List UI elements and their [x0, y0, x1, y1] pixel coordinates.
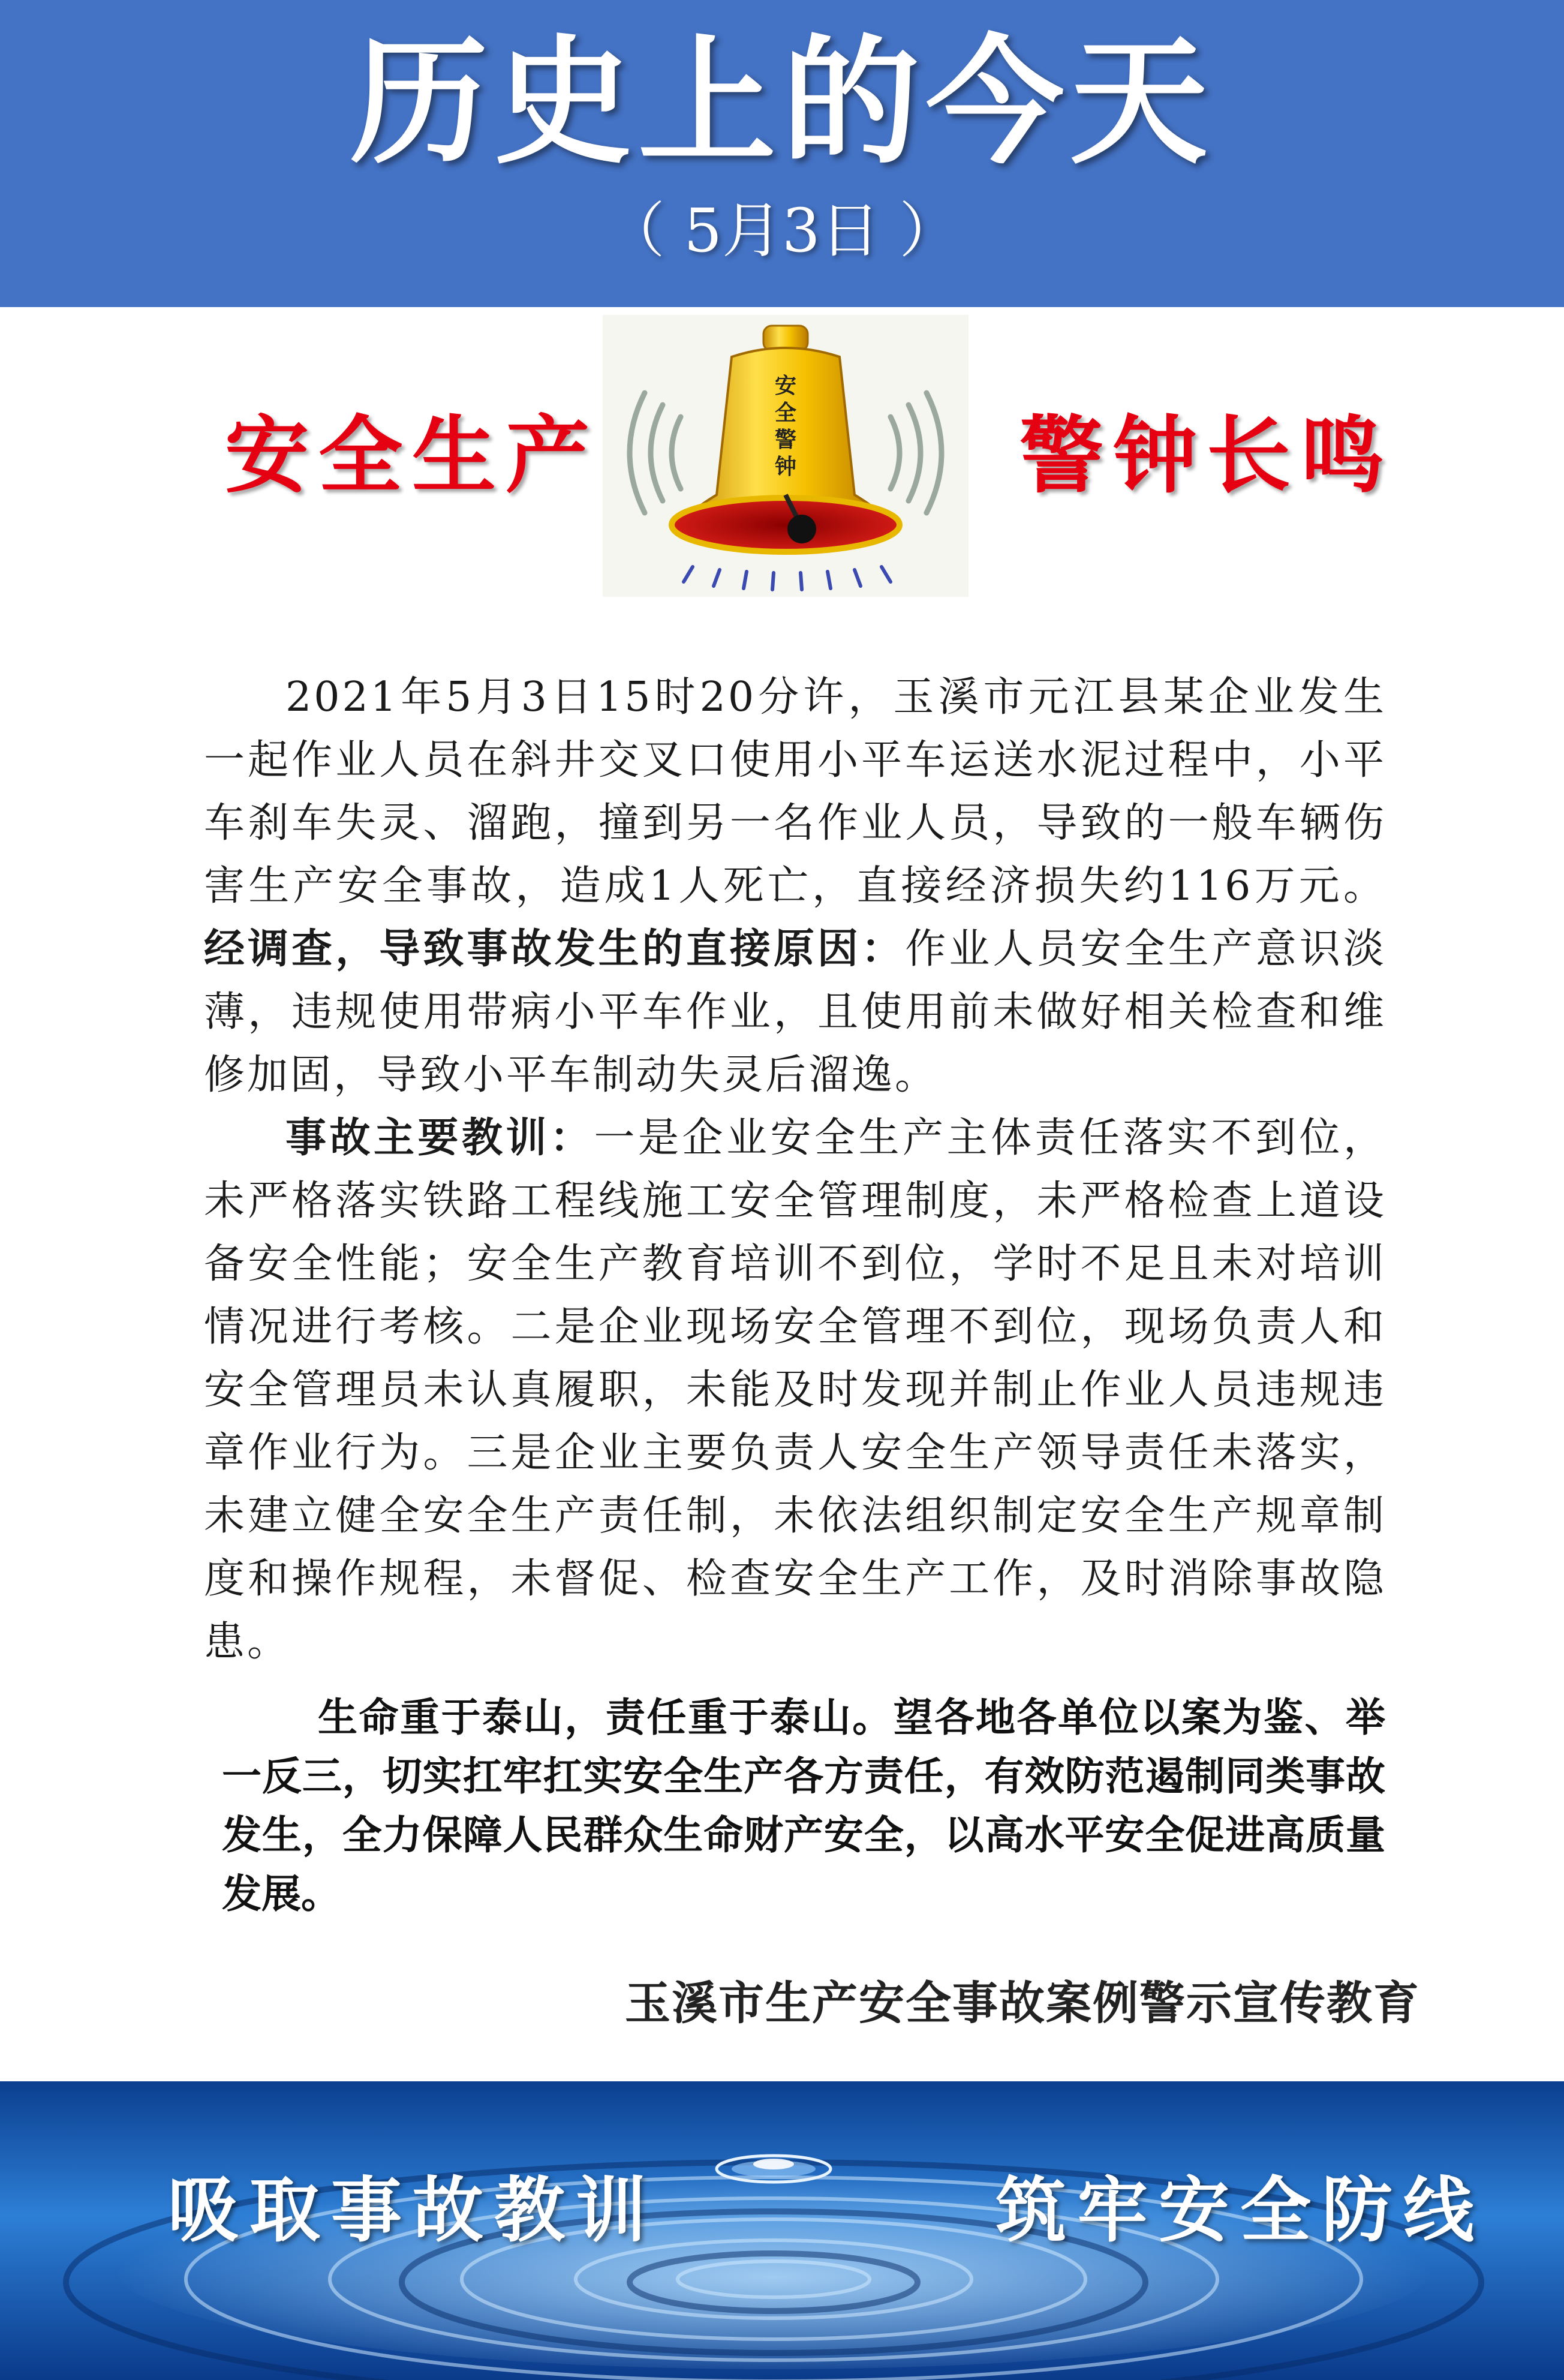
article-paragraph-2 — [204, 1107, 1386, 1673]
paragraph-1-text-b: 作业人员安全生产意识淡薄，违规使用带病小平车作业，且使用前未做好相关检查和维修加固，导致小平车制动失灵后溜逸。 — [204, 925, 1386, 1099]
paragraph-2-text: 一是企业安全生产主体责任落实不到位，未严格落实铁路工程线施工安全管理制度，未严格检查上道设备安全性能；安全生产教育培训不到位，学时不足且未对培训情况进行考核。二是企业现场安全管理不到位，现场负责人和安全管理员未认真履职，未能及时发现并制止作业人员违规违章作业行为。三是企业主要负责人安全生产领导责任未落实，未建立健全安全生产责任制，未依法组织制定安全生产规章制度和操作规程，未督促、检查安全生产工作，及时消除事故隐患。 — [204, 1114, 1386, 1666]
footer-slogan-right: 筑牢安全防线 — [995, 2168, 1485, 2252]
article-paragraph-1 — [204, 666, 1386, 1107]
closing-paragraph — [222, 1688, 1385, 1924]
signature: 玉溪市生产安全事故案例警示宣传教育 — [625, 1976, 1420, 2030]
footer-slogan-left: 吸取事故教训 — [168, 2168, 658, 2252]
article-body — [204, 666, 1386, 1673]
slogan-left: 安全生产 — [225, 407, 600, 505]
paragraph-2-bold: 事故主要教训： — [285, 1114, 594, 1162]
page-date: （ 5月3日 ） — [604, 196, 960, 266]
bell-label-1: 安 — [774, 374, 797, 398]
slogan-right: 警钟长鸣 — [1019, 407, 1394, 505]
header-banner — [0, 0, 1564, 307]
bell-label-2: 全 — [774, 401, 797, 425]
bell-label-3: 警 — [774, 428, 797, 452]
bell-icon — [603, 315, 969, 597]
bell-label-4: 钟 — [774, 455, 797, 479]
paragraph-1-text-a: 2021年5月3日15时20分许，玉溪市元江县某企业发生一起作业人员在斜井交叉口使用小平车运送水泥过程中，小平车刹车失灵、溜跑，撞到另一名作业人员，导致的一般车辆伤害生产安全事故，造成1人死亡，直接经济损失约116万元。 — [204, 674, 1386, 910]
bell-illustration — [603, 315, 969, 597]
page-title: 历史上的今天 — [350, 21, 1214, 183]
closing-text: 生命重于泰山，责任重于泰山。望各地各单位以案为鉴、举一反三，切实扛牢扛实安全生产各方责任，有效防范遏制同类事故发生，全力保障人民群众生命财产安全，以高水平安全促进高质量发展。 — [222, 1694, 1385, 1917]
paragraph-1-bold: 经调查，导致事故发生的直接原因： — [204, 925, 906, 973]
